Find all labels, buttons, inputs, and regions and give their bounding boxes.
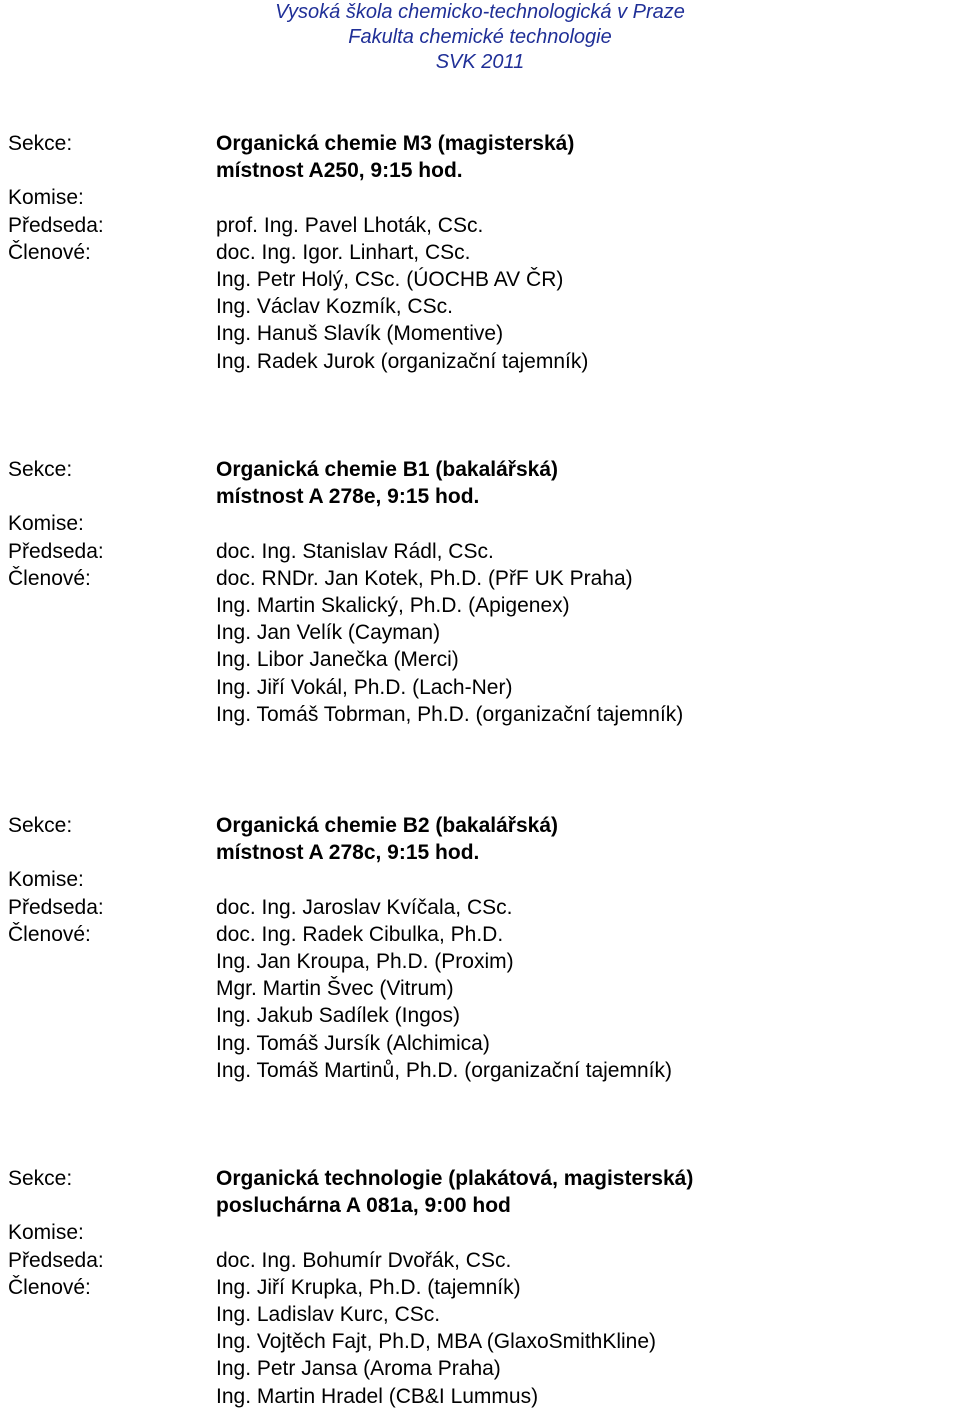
clenove-label: Členové: bbox=[8, 1275, 91, 1299]
section-row bbox=[0, 812, 960, 839]
section-row bbox=[0, 1165, 960, 1192]
event-name: SVK 2011 bbox=[435, 51, 525, 73]
sekce-label: Sekce: bbox=[8, 814, 73, 837]
faculty-name: Fakulta chemické technologie bbox=[348, 26, 612, 48]
section-title: Organická technologie (plakátová, magisterská) bbox=[216, 1167, 694, 1190]
member-name: Ing. Tomáš Jursík (Alchimica) bbox=[216, 1031, 490, 1055]
section-row bbox=[0, 646, 960, 673]
section-title: Organická chemie B2 (bakalářská) bbox=[216, 814, 559, 837]
member-name: Ing. Jiří Vokál, Ph.D. (Lach-Ner) bbox=[216, 675, 513, 699]
section-row bbox=[0, 894, 960, 921]
sekce-label: Sekce: bbox=[8, 1167, 73, 1190]
member-name: Ing. Radek Jurok (organizační tajemník) bbox=[216, 349, 589, 373]
member-name: Ing. Jan Velík (Cayman) bbox=[216, 621, 441, 645]
member-name: Mgr. Martin Švec (Vitrum) bbox=[216, 977, 454, 1001]
member-name: Ing. Tomáš Martinů, Ph.D. (organizační tajemník) bbox=[216, 1058, 672, 1082]
section-title: Organická chemie M3 (magisterská) bbox=[216, 132, 575, 155]
member-name: doc. RNDr. Jan Kotek, Ph.D. (PřF UK Praha) bbox=[216, 566, 633, 590]
section-row bbox=[0, 839, 960, 866]
section-row bbox=[0, 456, 960, 483]
predseda-label: Předseda: bbox=[8, 213, 104, 237]
section-row bbox=[0, 592, 960, 619]
chairman-name: doc. Ing. Jaroslav Kvíčala, CSc. bbox=[216, 895, 513, 919]
predseda-label: Předseda: bbox=[8, 895, 104, 919]
section-row bbox=[0, 184, 960, 211]
section-row bbox=[0, 239, 960, 266]
member-name: doc. Ing. Igor. Linhart, CSc. bbox=[216, 240, 471, 264]
section-row bbox=[0, 483, 960, 510]
section-row bbox=[0, 538, 960, 565]
section-row bbox=[0, 157, 960, 184]
section-row bbox=[0, 1219, 960, 1246]
member-name: Ing. Jakub Sadílek (Ingos) bbox=[216, 1004, 460, 1028]
section-row bbox=[0, 701, 960, 728]
member-name: Ing. Martin Skalický, Ph.D. (Apigenex) bbox=[216, 593, 570, 617]
section-row bbox=[0, 619, 960, 646]
komise-label: Komise: bbox=[8, 512, 84, 536]
section-place: místnost A250, 9:15 hod. bbox=[216, 159, 463, 183]
section-row bbox=[0, 1355, 960, 1382]
member-name: Ing. Tomáš Tobrman, Ph.D. (organizační tajemník) bbox=[216, 702, 684, 726]
section-row bbox=[0, 1057, 960, 1084]
predseda-label: Předseda: bbox=[8, 1248, 104, 1272]
section-place: místnost A 278c, 9:15 hod. bbox=[216, 841, 480, 865]
section-row bbox=[0, 948, 960, 975]
chairman-name: doc. Ing. Stanislav Rádl, CSc. bbox=[216, 539, 494, 563]
section-row bbox=[0, 130, 960, 157]
section-row bbox=[0, 1247, 960, 1274]
chairman-name: prof. Ing. Pavel Lhoták, CSc. bbox=[216, 213, 484, 237]
member-name: Ing. Jiří Krupka, Ph.D. (tajemník) bbox=[216, 1275, 521, 1299]
member-name: Ing. Martin Hradel (CB&I Lummus) bbox=[216, 1384, 539, 1408]
komise-label: Komise: bbox=[8, 186, 84, 210]
member-name: Ing. Petr Jansa (Aroma Praha) bbox=[216, 1357, 501, 1381]
section-row bbox=[0, 1002, 960, 1029]
section-block bbox=[0, 130, 960, 375]
member-name: Ing. Ladislav Kurc, CSc. bbox=[216, 1302, 441, 1326]
section-title: Organická chemie B1 (bakalářská) bbox=[216, 458, 559, 481]
predseda-label: Předseda: bbox=[8, 539, 104, 563]
member-name: Ing. Petr Holý, CSc. (ÚOCHB AV ČR) bbox=[216, 267, 564, 291]
section-row bbox=[0, 266, 960, 293]
member-name: Ing. Jan Kroupa, Ph.D. (Proxim) bbox=[216, 949, 514, 973]
section-row bbox=[0, 674, 960, 701]
clenove-label: Členové: bbox=[8, 922, 91, 946]
section-block bbox=[0, 456, 960, 728]
sekce-label: Sekce: bbox=[8, 458, 73, 481]
clenove-label: Členové: bbox=[8, 240, 91, 264]
section-row bbox=[0, 975, 960, 1002]
member-name: Ing. Libor Janečka (Merci) bbox=[216, 648, 459, 672]
section-row bbox=[0, 1328, 960, 1355]
section-row bbox=[0, 348, 960, 375]
section-row bbox=[0, 1383, 960, 1410]
document-header bbox=[0, 0, 960, 75]
section-row bbox=[0, 510, 960, 537]
sekce-label: Sekce: bbox=[8, 132, 73, 155]
section-row bbox=[0, 1030, 960, 1057]
section-row bbox=[0, 921, 960, 948]
section-place: posluchárna A 081a, 9:00 hod bbox=[216, 1194, 511, 1218]
member-name: Ing. Vojtěch Fajt, Ph.D, MBA (GlaxoSmithKline) bbox=[216, 1330, 657, 1354]
section-row bbox=[0, 320, 960, 347]
komise-label: Komise: bbox=[8, 1221, 84, 1245]
chairman-name: doc. Ing. Bohumír Dvořák, CSc. bbox=[216, 1248, 512, 1272]
member-name: Ing. Hanuš Slavík (Momentive) bbox=[216, 322, 504, 346]
section-row bbox=[0, 1274, 960, 1301]
section-row bbox=[0, 565, 960, 592]
university-name: Vysoká škola chemicko-technologická v Praze bbox=[275, 1, 685, 23]
section-row bbox=[0, 866, 960, 893]
section-row bbox=[0, 293, 960, 320]
clenove-label: Členové: bbox=[8, 566, 91, 590]
section-place: místnost A 278e, 9:15 hod. bbox=[216, 485, 480, 509]
section-block bbox=[0, 812, 960, 1084]
member-name: doc. Ing. Radek Cibulka, Ph.D. bbox=[216, 922, 504, 946]
member-name: Ing. Václav Kozmík, CSc. bbox=[216, 295, 453, 319]
section-row bbox=[0, 1301, 960, 1328]
section-row bbox=[0, 212, 960, 239]
section-block bbox=[0, 1165, 960, 1410]
komise-label: Komise: bbox=[8, 868, 84, 892]
section-row bbox=[0, 1192, 960, 1219]
